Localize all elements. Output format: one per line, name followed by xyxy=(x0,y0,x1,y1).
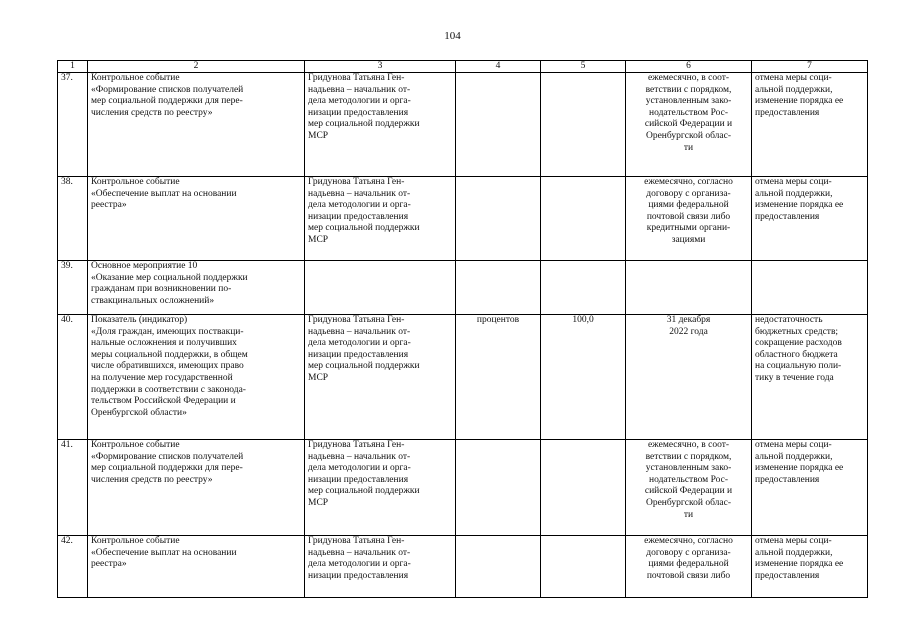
cell-line: изменение порядка ее xyxy=(755,559,844,570)
cell-responsible xyxy=(305,315,456,440)
cell-description xyxy=(88,440,305,536)
cell-line: «Обеспечение выплат на основании xyxy=(91,547,237,558)
table-row xyxy=(58,315,868,440)
cell-line: предоставления xyxy=(755,107,820,118)
table-row xyxy=(58,261,868,315)
cell-value xyxy=(541,261,626,315)
cell-risks xyxy=(752,536,868,598)
measures-table xyxy=(57,60,868,598)
cell-line: кредитными органи- xyxy=(646,223,731,234)
header-cell: 5 xyxy=(541,61,626,73)
cell-line: отмена меры соци- xyxy=(755,177,832,187)
table-row xyxy=(58,440,868,536)
table-row xyxy=(58,536,868,598)
cell-line: ти xyxy=(683,142,694,153)
cell-line: сокращение расходов xyxy=(755,338,842,349)
page-number: 104 xyxy=(444,30,461,42)
cell-line: отмена меры соци- xyxy=(755,73,832,83)
cell-value xyxy=(541,315,626,440)
cell-responsible xyxy=(305,73,456,177)
cell-line: мер социальной поддержки xyxy=(308,486,420,497)
cell-line: тельством Российской Федерации и xyxy=(91,396,236,407)
cell-line: 100,0 xyxy=(572,315,594,325)
cell-line: Контрольное событие xyxy=(91,440,180,450)
cell-responsible xyxy=(305,440,456,536)
cell-line: договору с организа- xyxy=(646,188,731,199)
cell-line: надьевна – начальник от- xyxy=(308,188,411,199)
cell-line: числе обратившихся, имеющих право xyxy=(91,361,244,372)
cell-line: ветствии с порядком, xyxy=(645,84,732,95)
cell-line: Контрольное событие xyxy=(91,536,180,546)
cell-line: сийской Федерации и xyxy=(644,119,733,130)
cell-line: Оренбургской облас- xyxy=(645,497,732,508)
cell-risks xyxy=(752,177,868,261)
cell-line: нодательством Рос- xyxy=(649,107,728,118)
cell-line: низации предоставления xyxy=(308,349,409,360)
cell-line: 2022 года xyxy=(669,326,708,337)
header-cell: 3 xyxy=(305,61,456,73)
cell-line: изменение порядка ее xyxy=(755,200,844,211)
cell-line: «Оказание мер социальной поддержки xyxy=(91,272,248,283)
cell-line: бюджетных средств; xyxy=(755,326,839,337)
cell-line: нодательством Рос- xyxy=(649,474,728,485)
cell-unit xyxy=(456,440,541,536)
cell-line: областного бюджета xyxy=(755,349,838,360)
cell-unit xyxy=(456,177,541,261)
cell-line: зациями xyxy=(671,234,706,245)
cell-line: дела методологии и орга- xyxy=(308,96,411,107)
cell-line: дела методологии и орга- xyxy=(308,463,411,474)
cell-line: Оренбургской области» xyxy=(91,407,187,418)
cell-line: отмена меры соци- xyxy=(755,536,832,546)
cell-line: ветствии с порядком, xyxy=(645,451,732,462)
cell-line: установленным зако- xyxy=(645,463,732,474)
cell-line: надьевна – начальник от- xyxy=(308,84,411,95)
cell-line: тику в течение года xyxy=(755,372,834,383)
cell-line: ти xyxy=(683,509,694,520)
row-number: 40. xyxy=(58,315,88,440)
row-number: 39. xyxy=(58,261,88,315)
cell-line: меры социальной поддержки, в общем xyxy=(91,349,248,360)
cell-line: сийской Федерации и xyxy=(644,486,733,497)
cell-line: «Обеспечение выплат на основании xyxy=(91,188,237,199)
cell-description xyxy=(88,261,305,315)
cell-deadline xyxy=(626,261,752,315)
header-cell: 7 xyxy=(752,61,868,73)
cell-line: 31 декабря xyxy=(666,315,711,325)
cell-line: Гридунова Татьяна Ген- xyxy=(308,177,405,187)
cell-line: МСР xyxy=(308,130,329,141)
cell-line: реестра» xyxy=(91,559,127,570)
cell-line: гражданам при возникновении по- xyxy=(91,284,232,295)
header-cell: 2 xyxy=(88,61,305,73)
cell-risks xyxy=(752,315,868,440)
cell-line: числения средств по реестру» xyxy=(91,107,213,118)
cell-line: низации предоставления xyxy=(308,570,409,581)
cell-line: на получение мер государственной xyxy=(91,372,233,383)
table-row xyxy=(58,177,868,261)
cell-risks xyxy=(752,73,868,177)
cell-unit xyxy=(456,261,541,315)
cell-line: процентов xyxy=(476,315,520,325)
cell-line: МСР xyxy=(308,234,329,245)
cell-line: ствакцинальных осложнений» xyxy=(91,295,215,306)
cell-unit xyxy=(456,73,541,177)
cell-value xyxy=(541,536,626,598)
cell-line: установленным зако- xyxy=(645,96,732,107)
cell-line: отмена меры соци- xyxy=(755,440,832,450)
cell-deadline xyxy=(626,440,752,536)
cell-line: низации предоставления xyxy=(308,107,409,118)
cell-line: Показатель (индикатор) xyxy=(91,315,188,325)
cell-line: дела методологии и орга- xyxy=(308,338,411,349)
cell-line: «Формирование списков получателей xyxy=(91,84,244,95)
row-number: 37. xyxy=(58,73,88,177)
cell-line: надьевна – начальник от- xyxy=(308,326,411,337)
cell-line: почтовой связи либо xyxy=(646,570,731,581)
header-cell: 1 xyxy=(58,61,88,73)
cell-line: ежемесячно, в соот- xyxy=(647,440,730,450)
cell-line: «Доля граждан, имеющих поствакци- xyxy=(91,326,244,337)
cell-line: альной поддержки, xyxy=(755,84,833,95)
cell-line: предоставления xyxy=(755,474,820,485)
cell-line: поддержки в соответствии с законода- xyxy=(91,384,246,395)
cell-description xyxy=(88,315,305,440)
cell-line: нальные осложнения и получивших xyxy=(91,338,237,349)
header-cell: 4 xyxy=(456,61,541,73)
cell-deadline xyxy=(626,315,752,440)
cell-line: ежемесячно, согласно xyxy=(644,177,733,187)
cell-description xyxy=(88,177,305,261)
row-number: 42. xyxy=(58,536,88,598)
cell-line: Гридунова Татьяна Ген- xyxy=(308,536,405,546)
cell-value xyxy=(541,177,626,261)
cell-line: Гридунова Татьяна Ген- xyxy=(308,440,405,450)
cell-line: мер социальной поддержки xyxy=(308,361,420,372)
cell-line: мер социальной поддержки xyxy=(308,119,420,130)
cell-line: альной поддержки, xyxy=(755,547,833,558)
cell-line: на социальную поли- xyxy=(755,361,842,372)
cell-line: предоставления xyxy=(755,211,820,222)
cell-line: циями федеральной xyxy=(648,200,729,211)
cell-line: ежемесячно, в соот- xyxy=(647,73,730,83)
cell-risks xyxy=(752,440,868,536)
row-number: 41. xyxy=(58,440,88,536)
cell-deadline xyxy=(626,73,752,177)
cell-line: надьевна – начальник от- xyxy=(308,547,411,558)
cell-risks xyxy=(752,261,868,315)
cell-responsible xyxy=(305,177,456,261)
cell-line: дела методологии и орга- xyxy=(308,200,411,211)
cell-line: МСР xyxy=(308,372,329,383)
cell-line: ежемесячно, согласно xyxy=(644,536,733,546)
cell-line: Основное мероприятие 10 xyxy=(91,261,198,271)
cell-line: «Формирование списков получателей xyxy=(91,451,244,462)
cell-deadline xyxy=(626,177,752,261)
header-cell: 6 xyxy=(626,61,752,73)
row-number: 38. xyxy=(58,177,88,261)
cell-line: МСР xyxy=(308,497,329,508)
cell-line: альной поддержки, xyxy=(755,188,833,199)
cell-line: Гридунова Татьяна Ген- xyxy=(308,73,405,83)
cell-line: надьевна – начальник от- xyxy=(308,451,411,462)
cell-line: Гридунова Татьяна Ген- xyxy=(308,315,405,325)
cell-value xyxy=(541,73,626,177)
cell-line: изменение порядка ее xyxy=(755,96,844,107)
cell-line: низации предоставления xyxy=(308,474,409,485)
cell-unit xyxy=(456,315,541,440)
cell-line: мер социальной поддержки для пере- xyxy=(91,96,243,107)
cell-responsible xyxy=(305,261,456,315)
cell-line: альной поддержки, xyxy=(755,451,833,462)
cell-line: низации предоставления xyxy=(308,211,409,222)
cell-line: предоставления xyxy=(755,570,820,581)
cell-line: числения средств по реестру» xyxy=(91,474,213,485)
cell-line: дела методологии и орга- xyxy=(308,559,411,570)
cell-line: мер социальной поддержки для пере- xyxy=(91,463,243,474)
header-row xyxy=(58,61,868,73)
cell-description xyxy=(88,73,305,177)
cell-line: реестра» xyxy=(91,200,127,211)
cell-line: Оренбургской облас- xyxy=(645,130,732,141)
cell-deadline xyxy=(626,536,752,598)
cell-line: изменение порядка ее xyxy=(755,463,844,474)
cell-responsible xyxy=(305,536,456,598)
table-row xyxy=(58,73,868,177)
cell-line: циями федеральной xyxy=(648,559,729,570)
cell-unit xyxy=(456,536,541,598)
cell-line: недостаточность xyxy=(755,315,823,325)
cell-description xyxy=(88,536,305,598)
cell-line: Контрольное событие xyxy=(91,73,180,83)
cell-value xyxy=(541,440,626,536)
cell-line: почтовой связи либо xyxy=(646,211,731,222)
cell-line: мер социальной поддержки xyxy=(308,223,420,234)
cell-line: договору с организа- xyxy=(646,547,731,558)
cell-line: Контрольное событие xyxy=(91,177,180,187)
